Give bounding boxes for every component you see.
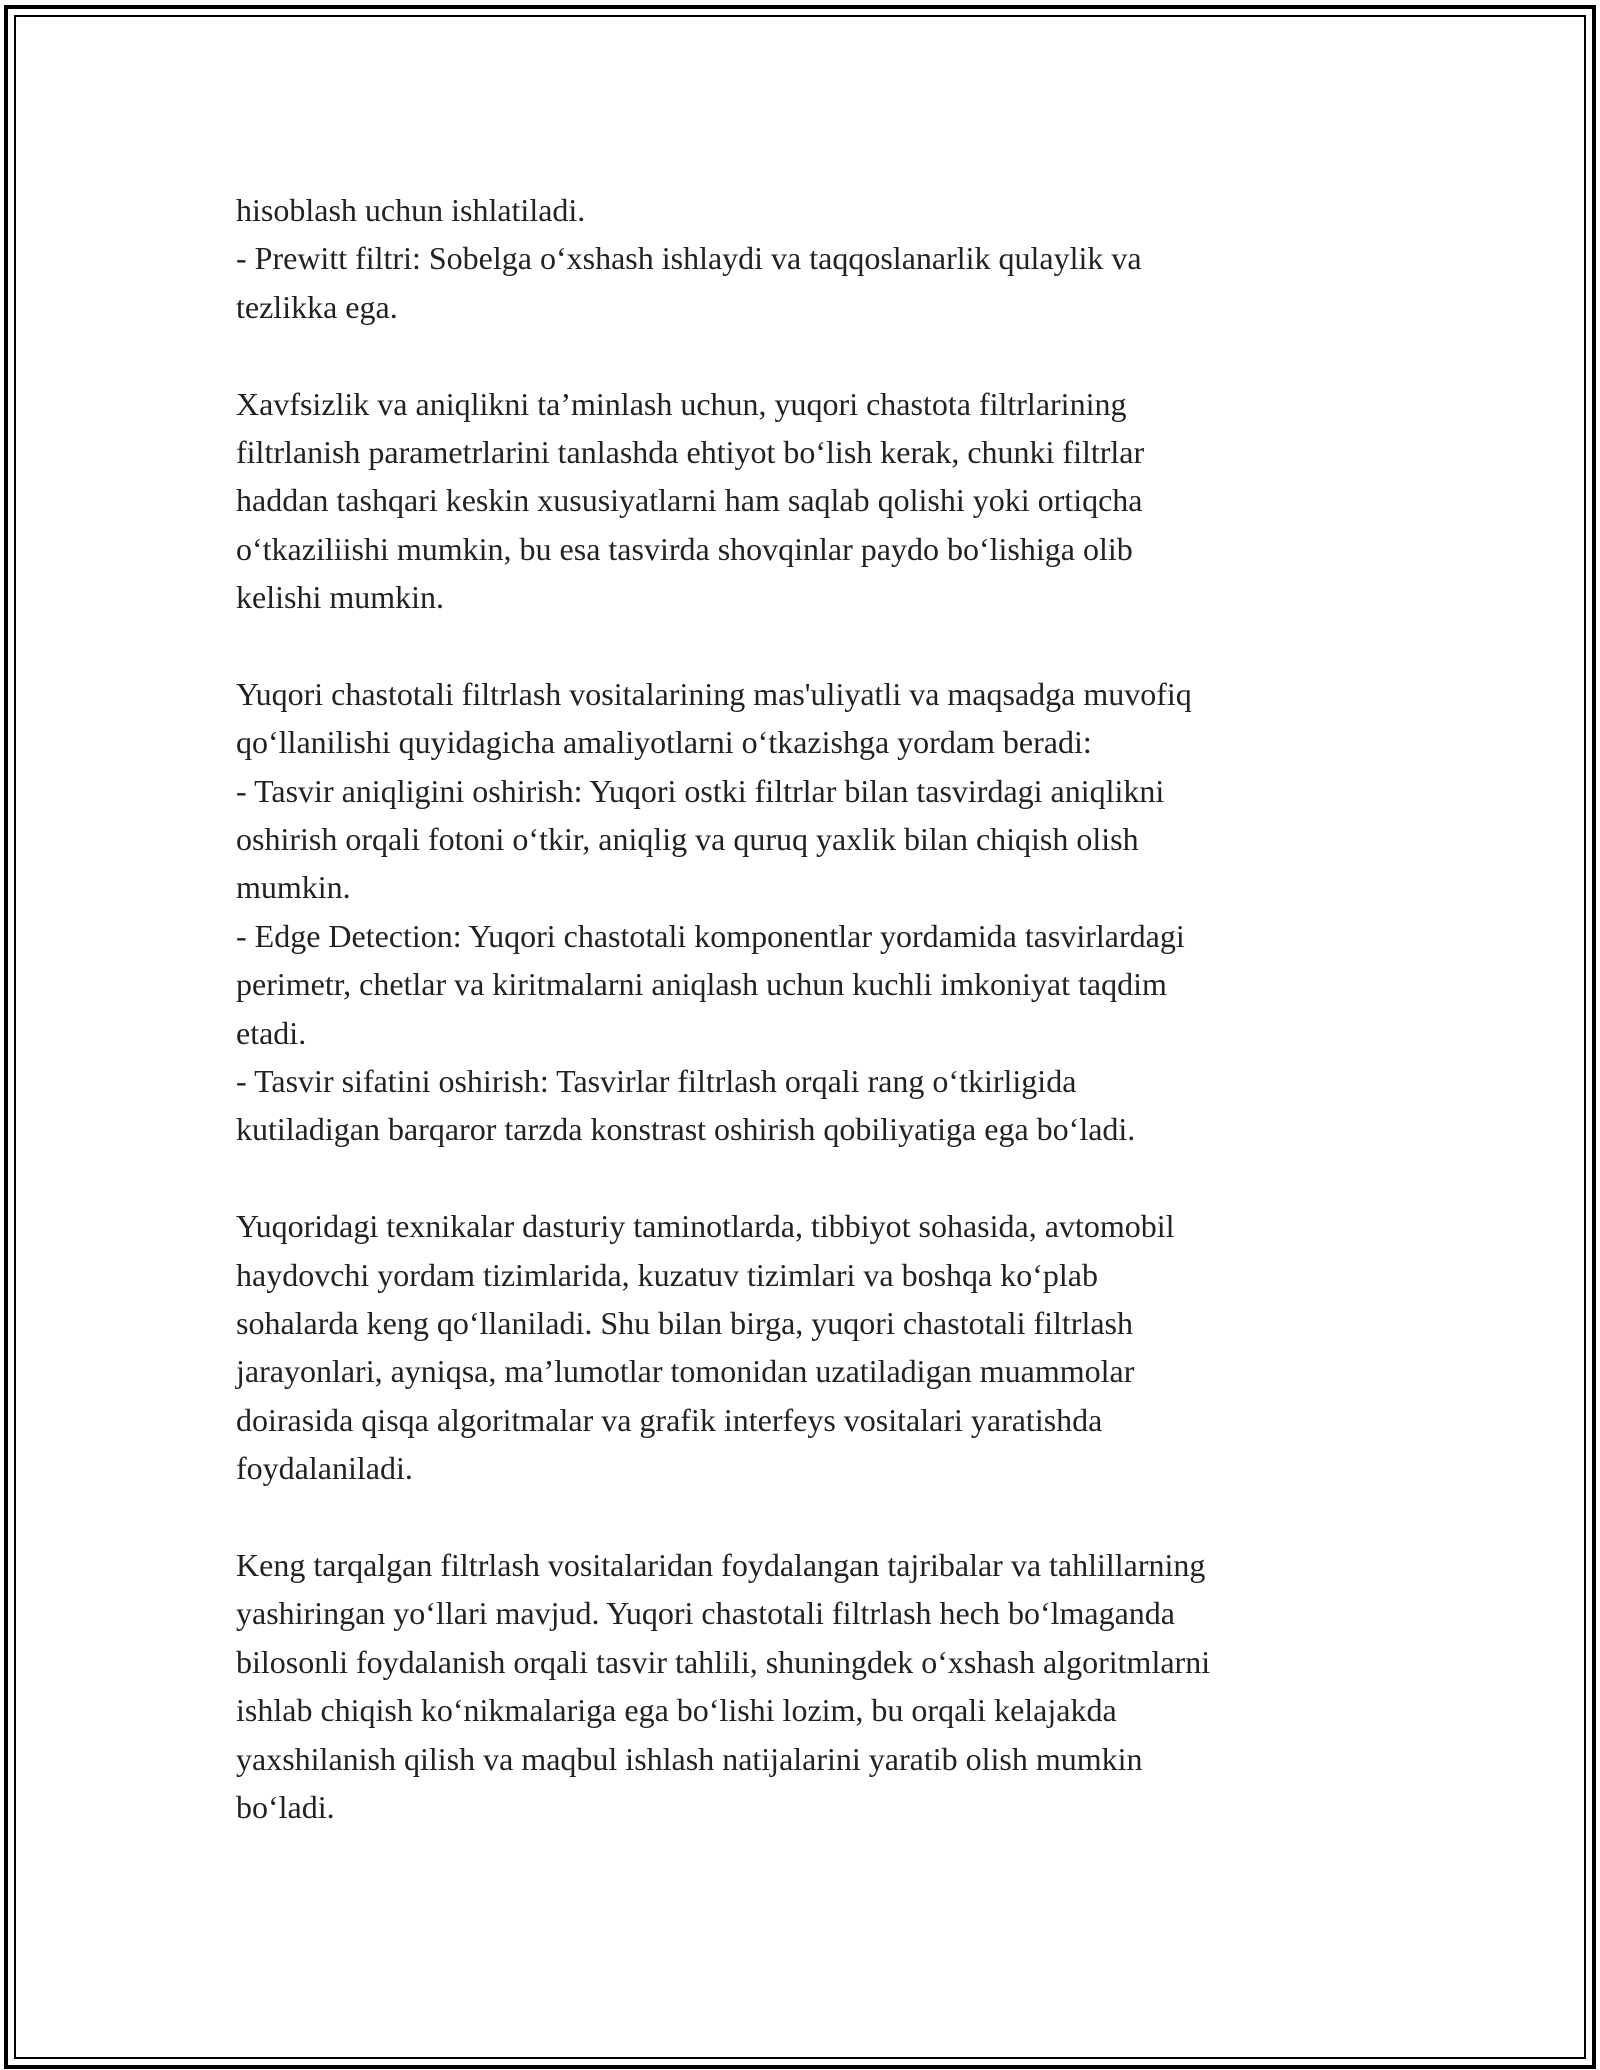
text-line: kutiladigan barqaror tarzda konstrast oshirish qobiliyatiga ega bo‘ladi. [236, 1111, 1136, 1148]
text-line: foydalaniladi. [236, 1450, 413, 1487]
text-line: Yuqoridagi texnikalar dasturiy taminotlarda, tibbiyot sohasida, avtomobil [236, 1208, 1175, 1245]
text-line: - Tasvir aniqligini oshirish: Yuqori ostki filtrlar bilan tasvirdagi aniqlikni [236, 772, 1165, 809]
text-line: yashiringan yo‘llari mavjud. Yuqori chastotali filtrlash hech bo‘lmaganda [236, 1595, 1175, 1632]
text-line: mumkin. [236, 869, 351, 906]
text-line: Yuqori chastotali filtrlash vositalarining mas'uliyatli va maqsadga muvofiq [236, 675, 1192, 712]
text-line: Xavfsizlik va aniqlikni ta’minlash uchun, yuqori chastota filtrlarining [236, 385, 1127, 422]
paragraph-2 [236, 380, 1376, 622]
text-line: qo‘llanilishi quyidagicha amaliyotlarni o‘tkazishga yordam beradi: [236, 724, 1092, 761]
paragraph-gap [236, 1154, 1376, 1202]
text-line: haydovchi yordam tizimlarida, kuzatuv tizimlari va boshqa ko‘plab [236, 1256, 1098, 1293]
paragraph-gap [236, 331, 1376, 379]
text-line: - Tasvir sifatini oshirish: Tasvirlar filtrlash orqali rang o‘tkirligida [236, 1063, 1077, 1100]
text-line: bo‘ladi. [236, 1788, 335, 1825]
text-line: bilosonli foydalanish orqali tasvir tahlili, shuningdek o‘xshash algoritmlarni [236, 1643, 1211, 1680]
paragraph-5 [236, 1541, 1376, 1831]
text-line: sohalarda keng qo‘llaniladi. Shu bilan birga, yuqori chastotali filtrlash [236, 1304, 1133, 1341]
text-line: o‘tkaziliishi mumkin, bu esa tasvirda shovqinlar paydo bo‘lishiga olib [236, 530, 1133, 567]
paragraph-1 [236, 186, 1376, 331]
text-line: doirasida qisqa algoritmalar va grafik interfeys vositalari yaratishda [236, 1401, 1103, 1438]
paragraph-gap [236, 1493, 1376, 1541]
text-line: haddan tashqari keskin xususiyatlarni ham saqlab qolishi yoki ortiqcha [236, 482, 1143, 519]
text-line: ishlab chiqish ko‘nikmalariga ega bo‘lishi lozim, bu orqali kelajakda [236, 1692, 1117, 1729]
paragraph-3 [236, 670, 1376, 1154]
text-line: kelishi mumkin. [236, 579, 444, 616]
paragraph-gap [236, 622, 1376, 670]
text-line: Keng tarqalgan filtrlash vositalaridan foydalangan tajribalar va tahlillarning [236, 1546, 1206, 1583]
text-line: filtrlanish parametrlarini tanlashda ehtiyot bo‘lish kerak, chunki filtrlar [236, 433, 1145, 470]
paragraph-4 [236, 1202, 1376, 1492]
text-line: oshirish orqali fotoni o‘tkir, aniqlig va quruq yaxlik bilan chiqish olish [236, 821, 1139, 858]
text-line: jarayonlari, ayniqsa, ma’lumotlar tomonidan uzatiladigan muammolar [236, 1353, 1135, 1390]
text-line: yaxshilanish qilish va maqbul ishlash natijalarini yaratib olish mumkin [236, 1740, 1143, 1777]
text-line: - Prewitt filtri: Sobelga o‘xshash ishlaydi va taqqoslanarlik qulaylik va [236, 240, 1142, 277]
text-line: tezlikka ega. [236, 288, 398, 325]
text-line: hisoblash uchun ishlatiladi. [236, 192, 586, 228]
document-body [236, 186, 1376, 1831]
text-line: etadi. [236, 1014, 307, 1051]
text-line: perimetr, chetlar va kiritmalarni aniqlash uchun kuchli imkoniyat taqdim [236, 966, 1167, 1003]
text-line: - Edge Detection: Yuqori chastotali komponentlar yordamida tasvirlardagi [236, 917, 1185, 954]
